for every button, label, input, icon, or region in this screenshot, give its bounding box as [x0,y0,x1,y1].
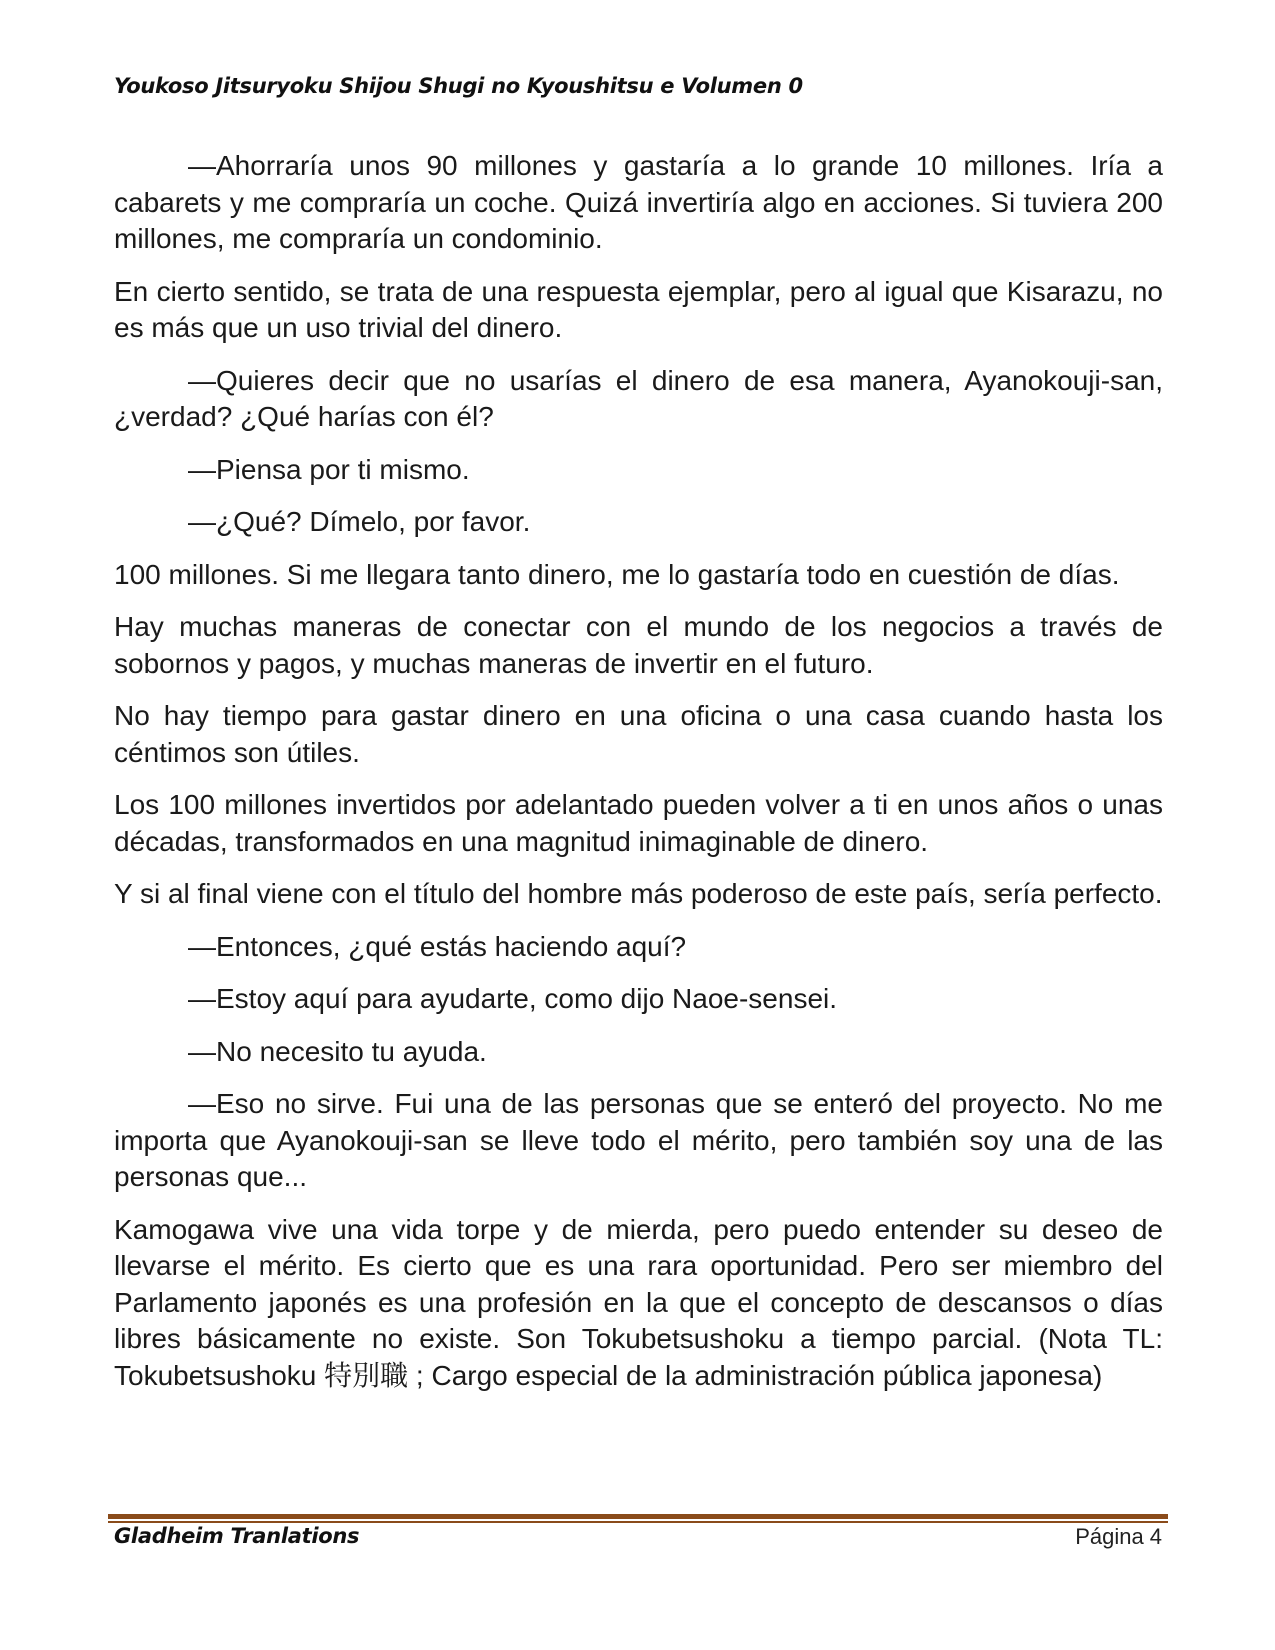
footer-credit: Gladheim Tranlations [114,1524,360,1548]
paragraph-9: Los 100 millones invertidos por adelantado pueden volver a ti en unos años o unas décadas, transformados en una magnitud inimaginable de dinero. [114,789,1163,857]
running-title: Youkoso Jitsuryoku Shijou Shugi no Kyoushitsu e Volumen 0 [114,74,803,98]
paragraph-14: —Eso no sirve. Fui una de las personas que se enteró del proyecto. No me importa que Ayanokouji-san se lleve todo el mérito, pero también soy una de las personas que... [114,1088,1163,1192]
footer-divider [108,1514,1168,1523]
page-label: Página [1075,1524,1144,1549]
footer-divider-thick [108,1514,1168,1519]
paragraph-5: —¿Qué? Dímelo, por favor. [188,506,531,537]
paragraph-1: —Ahorraría unos 90 millones y gastaría a lo grande 10 millones. Iría a cabarets y me compraría un coche. Quizá invertiría algo en acciones. Si tuviera 200 millones, me compraría un condominio. [114,150,1163,254]
page-number-block [1075,1524,1162,1550]
paragraph-2: En cierto sentido, se trata de una respuesta ejemplar, pero al igual que Kisarazu, no es más que un uso trivial del dinero. [114,275,1163,343]
paragraph-7: Hay muchas maneras de conectar con el mundo de los negocios a través de sobornos y pagos, y muchas maneras de invertir en el futuro. [114,611,1163,679]
paragraph-13: —No necesito tu ayuda. [188,1035,487,1067]
paragraph-15: Kamogawa vive una vida torpe y de mierda, pero puedo entender su deseo de llevarse el mérito. Es cierto que es una rara oportunidad. Pero ser miembro del Parlamento japonés es una profesión en la que el concepto de descansos o días libres básicamente no existe. Son Tokubetsushoku a tiempo parcial. (Nota TL: Tokubetsushoku 特別職 ; Cargo especial de la administración pública japonesa) [114,1213,1163,1391]
page-header [114,74,1164,98]
page-body [114,148,1163,1410]
paragraph-8: No hay tiempo para gastar dinero en una oficina o una casa cuando hasta los céntimos son útiles. [114,700,1163,768]
paragraph-4: —Piensa por ti mismo. [188,453,470,485]
paragraph-3: —Quieres decir que no usarías el dinero de esa manera, Ayanokouji-san, ¿verdad? ¿Qué harías con él? [114,364,1163,432]
paragraph-11: —Entonces, ¿qué estás haciendo aquí? [188,930,687,962]
paragraph-10: Y si al final viene con el título del hombre más poderoso de este país, sería perfecto. [114,878,1163,909]
paragraph-12: —Estoy aquí para ayudarte, como dijo Naoe-sensei. [188,983,838,1014]
footer-divider-thin [108,1521,1168,1523]
page-number: 4 [1149,1524,1162,1549]
paragraph-6: 100 millones. Si me llegara tanto dinero, me lo gastaría todo en cuestión de días. [114,558,1120,590]
